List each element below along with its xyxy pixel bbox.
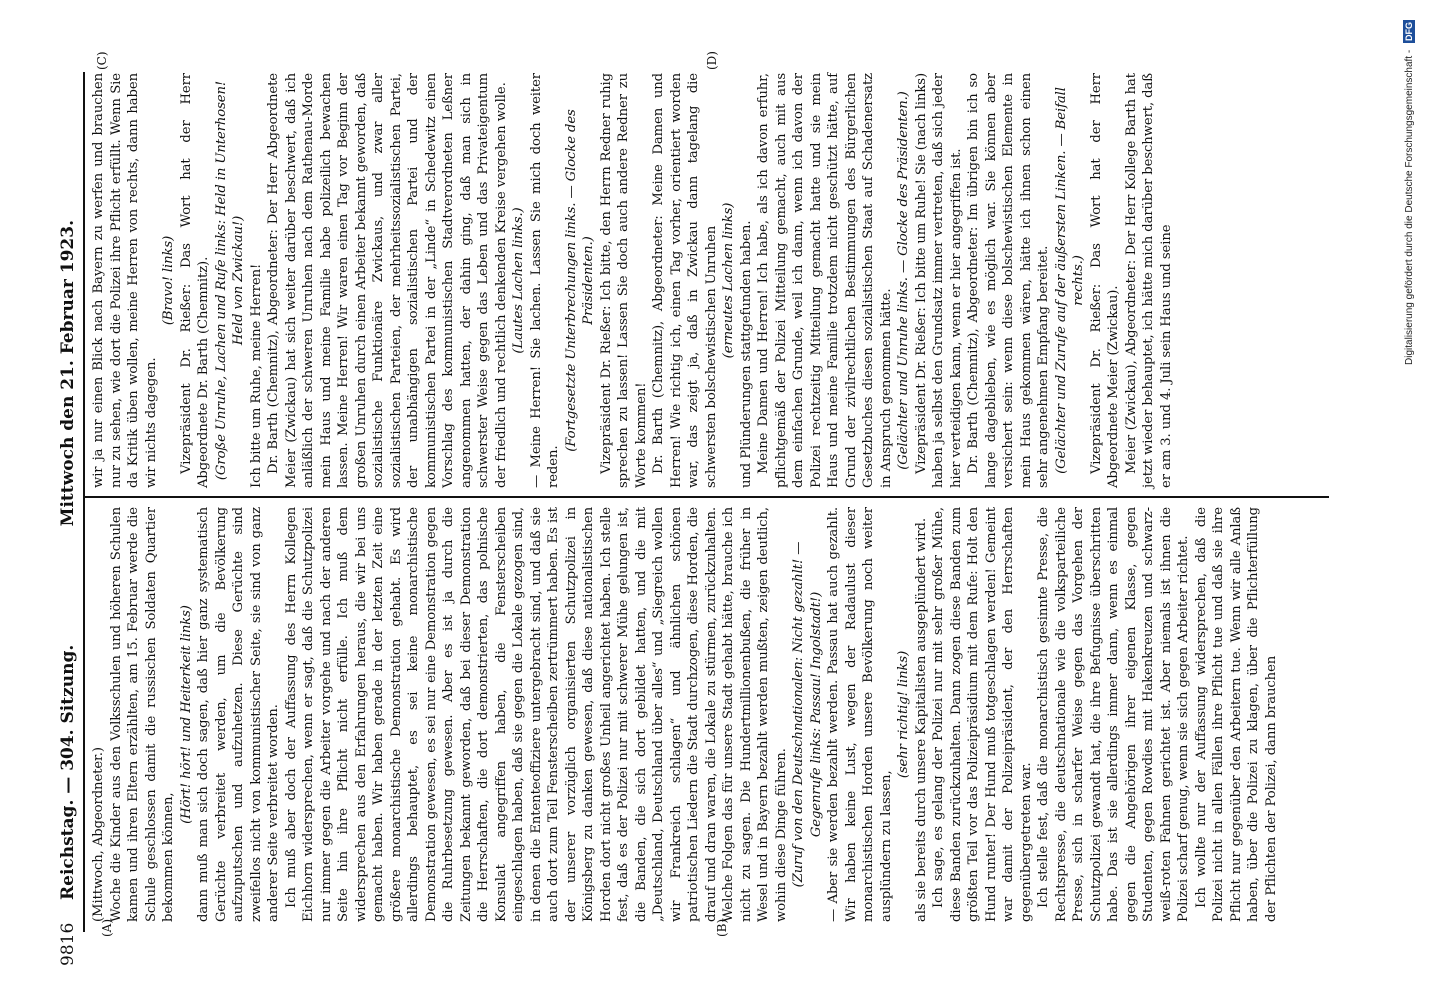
paragraph: (Zuruf von den Deutschnationalen: Nicht gezahlt! — Gegenrufe links: Passau! Ingolstadt!) bbox=[791, 541, 824, 888]
paragraph: (Gelächter und Zurufe auf der äußersten Linken. — Beifall rechts.) bbox=[1053, 87, 1086, 474]
left-text-column bbox=[90, 507, 1280, 922]
paragraph: Meine Damen und Herren! Ich habe, als ich davon erfuhr, pflichtgemäß der Polizei Mitteilung gemacht, auch mit aus dem einfachen Grunde, weil ich dann, wenn ich davon der Polizei rechtzeitig Mitteilung gemacht hatte und sie mein Haus und meine Familie trotzdem nicht geschützt hätte, auf Grund der zivilrechtlichen Bestimmungen des Bürgerlichen Gesetzbuches diesen sozialistischen Staat auf Schadenersatz in Anspruch genommen hätte. bbox=[756, 73, 894, 488]
margin-mark-d: (D) bbox=[705, 51, 719, 70]
paragraph: und Plünderungen stattgefunden haben. bbox=[738, 220, 754, 488]
paragraph: Vizepräsident Dr. Rießer: Ich bitte um Ruhe! Sie (nach links) haben ja selbst den Grundsatz immer vertreten, daß sich jeder hier verteidigen kann, wenn er hier angegriffen ist. bbox=[913, 73, 964, 488]
paragraph: (Lautes Lachen links.) bbox=[511, 207, 526, 354]
paragraph: Ich sage, es gelang der Polizei nur mit sehr großer Mühe, diese Banden zurückzuhalten. Dann zogen diese Banden zum größten Teil vor das Polizeipräsidium mit dem Rufe: Holt den Hund runter! Der Hund muß totgeschlagen werden! Gemeint war damit der Polizeipräsident, der den Herrschaften gegenübergetreten war. bbox=[931, 507, 1034, 922]
paragraph: dann muß man sich doch sagen, daß hier ganz systematisch Gerüchte verbreitet werden, um die Bevölkerung aufzuputschen und aufzuhetzen. Diese Gerüchte sind zweifellos nicht von kommunistischer Seite, sie sind von ganz anderer Seite verbreitet worden. bbox=[196, 507, 281, 922]
digitization-note-text: Digitalisierung gefördert durch die Deutsche Forschungsgemeinschaft - bbox=[1404, 49, 1415, 365]
paragraph: (Gelächter und Unruhe links. — Glocke des Präsidenten.) bbox=[896, 91, 911, 470]
paragraph: (Große Unruhe, Lachen und Rufe links: Held in Unterhosen! Held von Zwickau!) bbox=[213, 80, 246, 481]
digitization-note bbox=[1400, 20, 1420, 980]
header-rule bbox=[83, 72, 85, 932]
paragraph: (Bravo! links) bbox=[161, 235, 176, 326]
margin-mark-a: (A) bbox=[100, 918, 114, 937]
page-header bbox=[58, 30, 82, 970]
paragraph: Ich bitte um Ruhe, meine Herren! bbox=[248, 263, 264, 488]
paragraph: (sehr richtig! links) bbox=[896, 650, 911, 779]
paragraph: Ich stelle fest, daß die monarchistisch gesinnte Presse, die Rechtspresse, die deutschnationale wie die volksparteiliche Presse, sich in scharfer Weise gegen das Vorgehen der Schutzpolizei gewandt hat, die ihre Befugnisse überschritten habe. Das ist sie allerdings immer dann, wenn es einmal gegen die Angehörigen ihrer eigenen Klasse, gegen Studenten, gegen Rowdies mit Hakenkreuzen und schwarz-weiß-roten Fahnen gerichtet ist. Aber niemals ist ihnen die Polizei scharf genug, wenn sie sich gegen Arbeiter richtet. bbox=[1036, 507, 1191, 922]
paragraph: Vizepräsident Dr. Rießer: Ich bitte, den Herrn Redner ruhig sprechen zu lassen! Lassen Sie doch auch andere Redner zu Worte kommen! bbox=[598, 73, 649, 488]
margin-mark-c: (C) bbox=[95, 51, 109, 70]
paragraph: — Meine Herren! Sie lachen. Lassen Sie mich doch weiter reden. bbox=[528, 73, 561, 488]
paragraph: als sie bereits durch unsere Kapitalisten ausgeplündert wird. bbox=[913, 518, 929, 922]
column-divider bbox=[84, 496, 1329, 498]
paragraph: (Hört! hört! und Heiterkeit links) bbox=[178, 605, 194, 824]
session-date: Mittwoch den 21. Februar 1923. bbox=[58, 220, 78, 527]
paragraph: (erneutes Lachen links) bbox=[721, 202, 736, 359]
paragraph: Meier (Zwickau), Abgeordneter: Der Herr Kollege Barth hat jetzt wieder behauptet, ich hätte mich darüber beschwert, daß er am 3. und 4. Juli sein Haus und seine bbox=[1123, 73, 1174, 488]
margin-mark-b: (B) bbox=[715, 918, 729, 937]
paragraph: Vizepräsident Dr. Rießer: Das Wort hat der Herr Abgeordnete Dr. Barth (Chemnitz). bbox=[178, 73, 211, 488]
paragraph: — Aber sie werden bezahlt werden. Passau hat auch gezahlt. Wir haben keine Lust, wegen der Radaulust dieser monarchistischen Horden unsere Bevölkerung noch weiter ausplündern zu lassen, bbox=[826, 507, 894, 922]
paragraph: Woche die Kinder aus den Volksschulen und höheren Schulen kamen und ihren Eltern erzählten, am 15. Februar werde die Schule geschlossen damit die russischen Soldaten Quartier bekommen können, bbox=[108, 507, 176, 922]
dfg-logo: DFG bbox=[1404, 22, 1414, 41]
paragraph: Ich muß aber doch der Auffassung des Herrn Kollegen Eichhorn widersprechen, wenn er sagt, daß die Schutzpolizei nur immer gegen die Arbeiter vorgehe und nach der anderen Seite hin ihre Pflicht nicht erfülle. Ich muß dem widersprechen aus den Erfahrungen heraus, die wir bei uns gemacht haben. Wir haben gerade in der letzten Zeit eine größere monarchistische Demonstration gehabt. Es wird allerdings behauptet, es sei keine monarchistische Demonstration gewesen, es sei nur eine Demonstration gegen die Ruhrbesetzung gewesen. Aber es ist ja durch die Zeitungen bekannt geworden, daß bei dieser Demonstration die Herrschaften, die dort demonstrierten, das polnische Konsulat angegriffen haben, die Fensterscheiben eingeschlagen haben, daß sie gegen die Lokale gezogen sind, in denen die Ententeoffiziere untergebracht sind, und daß sie auch dort zum Teil Fensterscheiben zertrümmert haben. Es ist der unserer vorzüglich organisierten Schutzpolizei in Königsberg zu danken gewesen, daß diese nationalistischen Horden dort nicht großes Unheil angerichtet haben. Ich stelle fest, daß es der Polizei nur mit schwerer Mühe gelungen ist, die Banden, die sich dort gebildet hatten, und die mit „Deutschland, Deutschland über alles“ und „Siegreich wollen wir Frankreich schlagen“ und ähnlichen schönen patriotischen Liedern die Stadt durchzogen, diese Horden, die drauf und dran waren, die Lokale zu stürmen, zurückzuhalten. Welche Folgen das für unsere Stadt gehabt hätte, brauche ich nicht zu sagen. Die Hundertmillionenbußen, die früher in Wesel und in Bayern bezahlt werden mußten, zeigen deutlich, wohin diese Dinge führen. bbox=[283, 507, 789, 922]
paragraph: Dr. Barth (Chemnitz), Abgeordneter: Im übrigen bin ich so lange dageblieben, wie es möglich war. Sie können aber versichert sein: wenn diese bolschewistischen Elemente in mein Haus gekommen wären, hätte ich ihnen schon einen sehr angenehmen Empfang bereitet. bbox=[966, 73, 1051, 488]
paragraph: wir ja nur einen Blick nach Bayern zu werfen und brauchen nur zu sehen, wie dort die Polizei ihre Pflicht erfüllt. Wenn Sie da Kritik üben wollen, meine Herren von rechts, dann haben wir nichts dagegen. bbox=[91, 73, 159, 488]
page-number: 9816 bbox=[58, 922, 78, 966]
paragraph: (Mittwoch, Abgeordneter.) bbox=[91, 747, 106, 922]
paragraph: Ich wollte nur der Auffassung widersprechen, daß die Polizei nicht in allen Fällen ihre Pflicht tue und daß sie ihre Pflicht nur gegenüber den Arbeitern tue. Wenn wir alle Anlaß haben, über die Polizei zu klagen, über die Pflichterfüllung der Pflichten der Polizei, dann brauchen bbox=[1193, 507, 1279, 922]
paragraph: Dr. Barth (Chemnitz), Abgeordneter: Meine Damen und Herren! Wie richtig ich, einen Tag vorher, orientiert worden war, das zeigt ja, daß in Zwickau dann tagelang die schwersten bolschewistischen Unruhen bbox=[651, 73, 719, 488]
paragraph: Vizepräsident Dr. Rießer: Das Wort hat der Herr Abgeordnete Meier (Zwickau). bbox=[1088, 73, 1121, 488]
paragraph: (Fortgesetzte Unterbrechungen links. — Glocke des Präsidenten.) bbox=[563, 109, 596, 452]
right-text-column bbox=[90, 73, 1175, 488]
session-title: Reichstag. — 304. Sitzung. bbox=[58, 644, 78, 900]
paragraph: Dr. Barth (Chemnitz), Abgeordneter: Der Herr Abgeordnete Meier (Zwickau) hat sich weiter darüber beschwert, daß ich anläßlich der schweren Unruhen nach dem Rathenau-Morde mein Haus und meine Familie habe polizeilich bewachen lassen. Meine Herren! Wir waren einen Tag vor Beginn der großen Unruhen durch einen Arbeiter bekannt geworden, daß sozialistische Funktionäre Zwickaus, und zwar aller sozialistischen Parteien, der mehrheitssozialistischen Partei, der unabhängigen sozialistischen Partei und der kommunistischen Partei in der „Linde“ in Schedewitz einen Vorschlag des kommunistischen Stadtverordneten Leßner angenommen hatten, der dahin ging, daß man sich in schwerster Weise gegen das Leben und das Privateigentum der friedlich und rechtlich denkenden Kreise vergehen wolle. bbox=[266, 73, 509, 488]
